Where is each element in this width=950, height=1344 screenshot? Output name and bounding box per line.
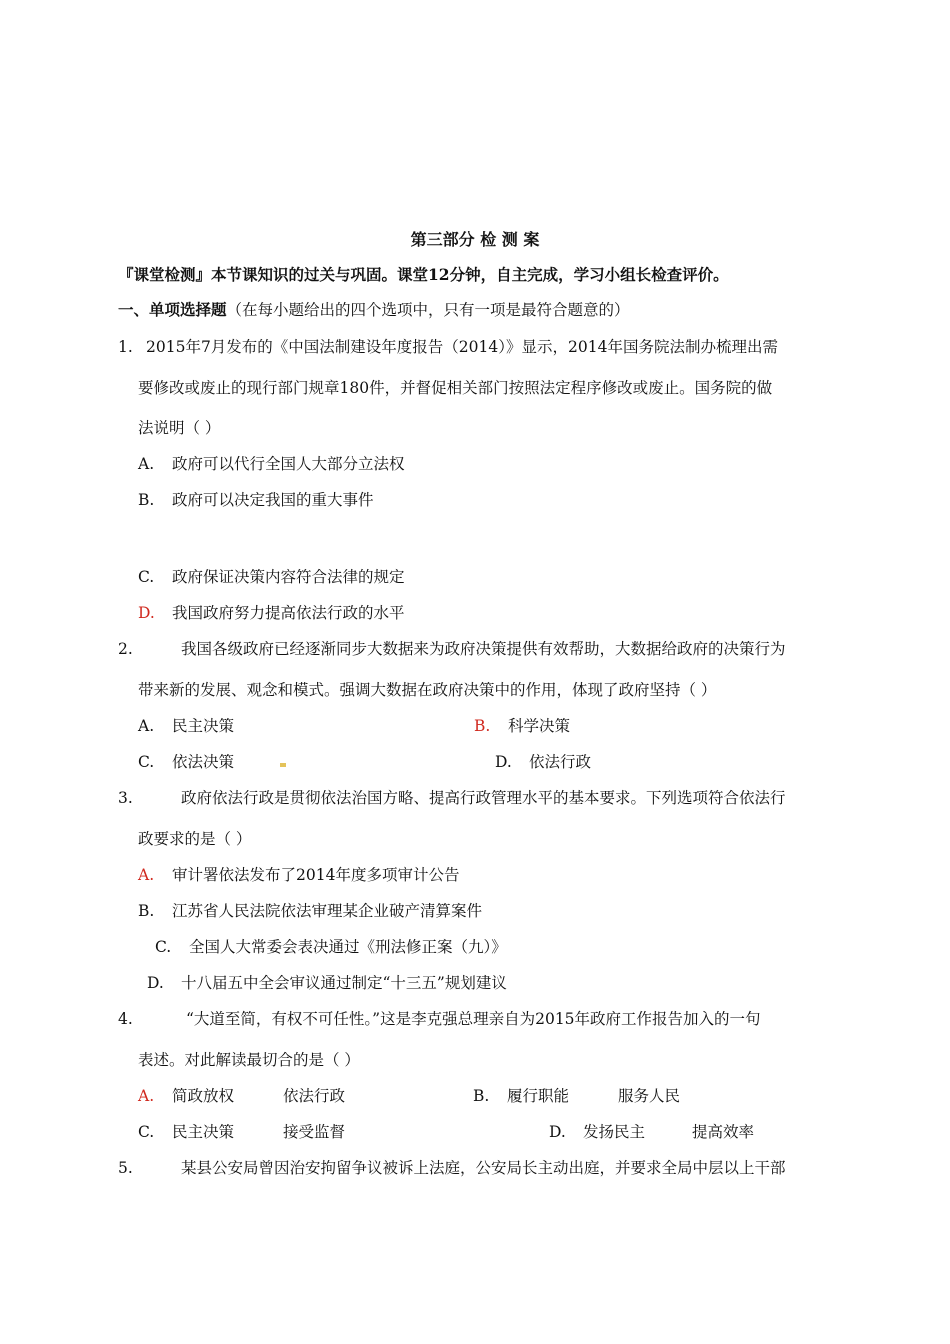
option-text: 科学决策	[508, 717, 571, 735]
question-2-option-b	[474, 716, 571, 736]
question-4-option-c	[138, 1122, 346, 1142]
option-label: A.	[138, 717, 155, 735]
question-3-option-b	[138, 901, 483, 921]
question-4-option-d	[549, 1122, 755, 1142]
option-label: C.	[138, 753, 155, 771]
option-text: 政府保证决策内容符合法律的规定	[172, 568, 405, 586]
question-2-line: 带来新的发展、观念和模式。强调大数据在政府决策中的作用，体现了政府坚持（ ）	[138, 681, 717, 699]
question-3-line: 政要求的是（ ）	[138, 830, 252, 848]
option-text: 简政放权	[172, 1087, 235, 1105]
option-text: 政府可以代行全国人大部分立法权	[172, 455, 405, 473]
question-1-line: 法说明（ ）	[138, 419, 221, 437]
part-one-title: 一、单项选择题	[118, 300, 227, 319]
option-text: 发扬民主	[583, 1123, 646, 1141]
option-label: B.	[473, 1087, 490, 1105]
answer-option-label: B.	[474, 717, 491, 735]
option-text: 政府可以决定我国的重大事件	[172, 491, 374, 509]
option-label: B.	[138, 491, 155, 509]
option-label: B.	[138, 902, 155, 920]
classroom-check-intro: 『课堂检测』本节课知识的过关与巩固。课堂12分钟，自主完成，学习小组长检查评价。	[118, 265, 729, 284]
question-4-option-b	[473, 1086, 681, 1106]
option-label: C.	[155, 938, 172, 956]
option-text: 提高效率	[692, 1123, 755, 1141]
question-5-line: 某县公安局曾因治安拘留争议被诉上法庭，公安局长主动出庭，并要求全局中层以上干部	[181, 1159, 786, 1177]
option-text: 全国人大常委会表决通过《刑法修正案（九）》	[189, 938, 507, 956]
option-label: C.	[138, 568, 155, 586]
question-4-number: 4.	[118, 1010, 133, 1028]
question-1-option-c	[138, 567, 405, 587]
option-label: C.	[138, 1123, 155, 1141]
question-4-option-a	[138, 1086, 346, 1106]
question-1-option-b	[138, 490, 374, 510]
option-text: 十八届五中全会审议通过制定“十三五”规划建议	[181, 974, 507, 992]
option-label: D.	[495, 753, 512, 771]
question-2-number: 2.	[118, 640, 133, 658]
option-text: 民主决策	[172, 717, 235, 735]
question-1-line: 2015年7月发布的《中国法制建设年度报告（2014）》显示，2014年国务院法制办梳理出需	[146, 338, 778, 356]
option-text: 履行职能	[507, 1087, 570, 1105]
question-2-line: 我国各级政府已经逐渐同步大数据来为政府决策提供有效帮助，大数据给政府的决策行为	[181, 640, 786, 658]
option-text: 民主决策	[172, 1123, 235, 1141]
question-2-option-d	[495, 752, 592, 772]
option-text: 依法决策	[172, 753, 235, 771]
option-label: D.	[147, 974, 164, 992]
question-3-line: 政府依法行政是贯彻依法治国方略、提高行政管理水平的基本要求。下列选项符合依法行	[181, 789, 786, 807]
question-3-option-a	[138, 865, 460, 885]
option-text: 依法行政	[529, 753, 592, 771]
question-4-line: “大道至简，有权不可任性。”这是李克强总理亲自为2015年政府工作报告加入的一句	[186, 1010, 761, 1028]
section-title: 第三部分 检 测 案	[410, 230, 540, 249]
question-2-option-c	[138, 752, 235, 772]
option-text: 服务人民	[618, 1087, 681, 1105]
question-3-option-d	[147, 973, 507, 993]
question-4-line: 表述。对此解读最切合的是（ ）	[138, 1051, 360, 1069]
answer-option-label: D.	[138, 604, 155, 622]
question-2-option-a	[138, 716, 235, 736]
question-3-option-c	[155, 937, 507, 957]
part-one-note: （在每小题给出的四个选项中，只有一项是最符合题意的）	[226, 301, 630, 319]
answer-option-label: A.	[138, 866, 155, 884]
option-text: 我国政府努力提高依法行政的水平	[172, 604, 405, 622]
option-label: D.	[549, 1123, 566, 1141]
option-text: 江苏省人民法院依法审理某企业破产清算案件	[172, 902, 483, 920]
question-1-line: 要修改或废止的现行部门规章180件，并督促相关部门按照法定程序修改或废止。国务院的做	[138, 379, 773, 397]
option-text: 审计署依法发布了2014年度多项审计公告	[172, 866, 460, 884]
part-one-heading	[118, 300, 630, 320]
option-text: 依法行政	[283, 1087, 346, 1105]
answer-option-label: A.	[138, 1087, 155, 1105]
option-label: A.	[138, 455, 155, 473]
question-5-number: 5.	[118, 1159, 133, 1177]
question-1-number: 1.	[118, 338, 133, 356]
option-text: 接受监督	[283, 1123, 346, 1141]
question-3-number: 3.	[118, 789, 133, 807]
question-1-option-a	[138, 454, 405, 474]
question-1-option-d	[138, 603, 405, 623]
stray-mark	[280, 763, 286, 767]
